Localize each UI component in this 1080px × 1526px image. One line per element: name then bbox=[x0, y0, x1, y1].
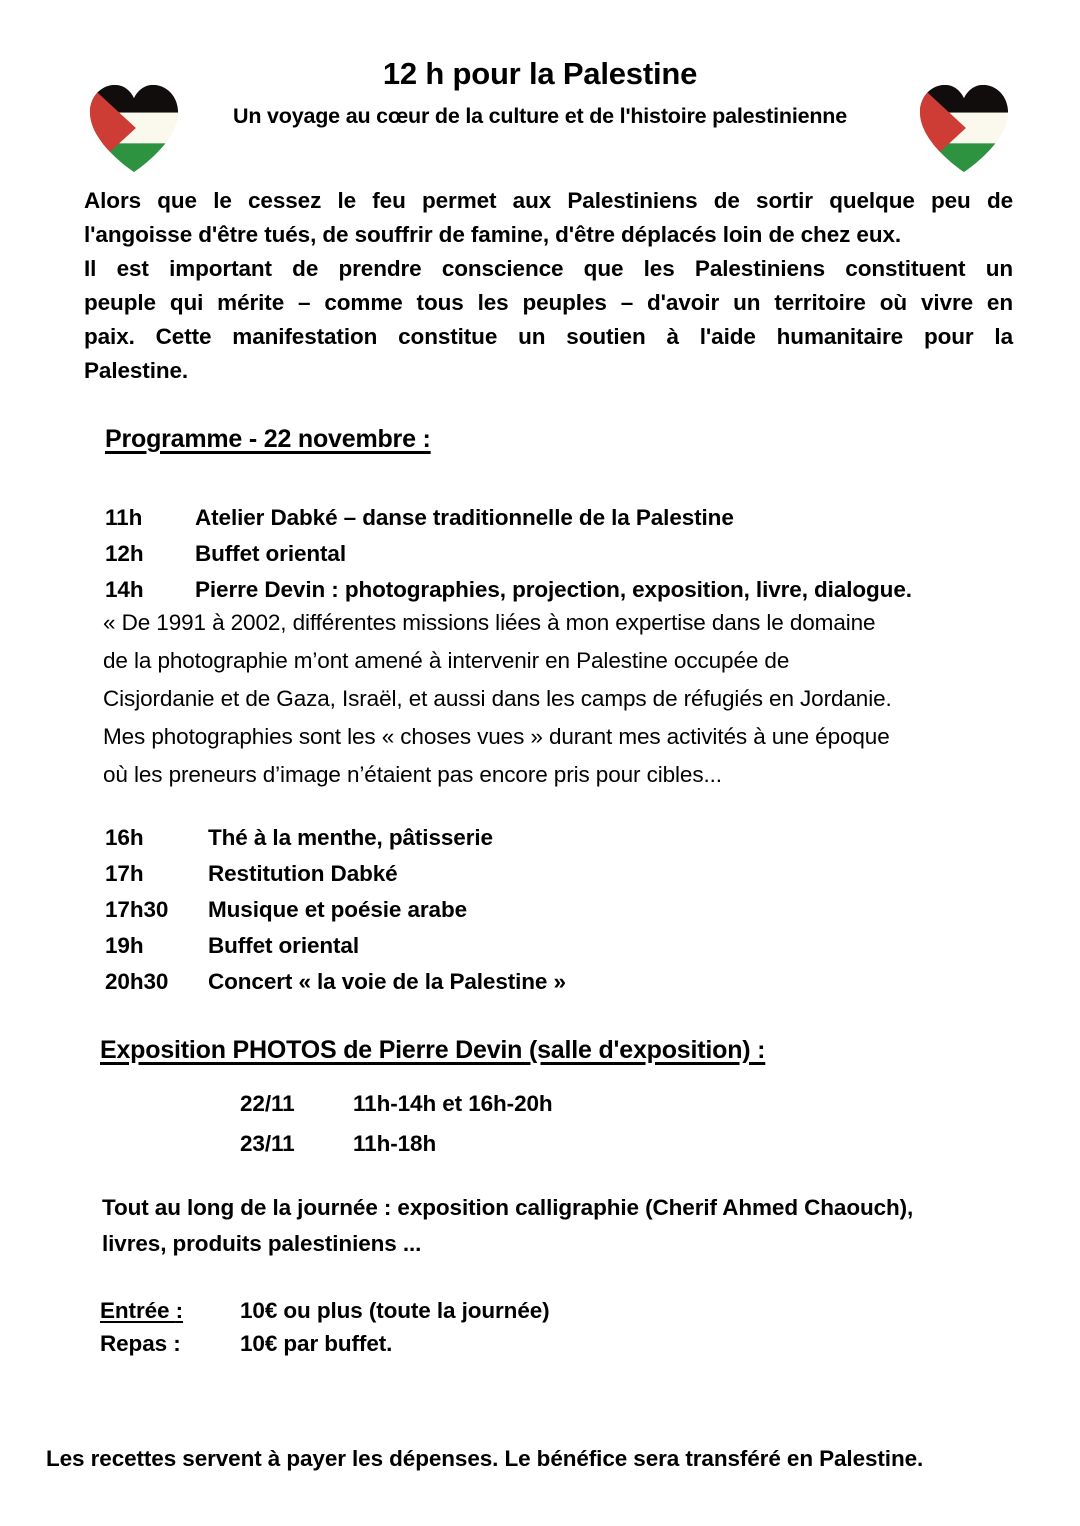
all-day-line: Tout au long de la journée : exposition calligraphie (Cherif Ahmed Chaouch), bbox=[102, 1195, 914, 1220]
quote-line: Mes photographies sont les « choses vues » durant mes activités à une époque bbox=[103, 724, 890, 749]
schedule-row bbox=[105, 572, 912, 608]
schedule-row bbox=[105, 820, 566, 856]
schedule-time: 11h bbox=[105, 505, 143, 530]
price-label-colon: : bbox=[175, 1298, 183, 1323]
quote-line: Cisjordanie et de Gaza, Israël, et aussi dans les camps de réfugiés en Jordanie. bbox=[103, 686, 892, 711]
intro-line: peuple qui mérite – comme tous les peuples – d'avoir un territoire où vivre en bbox=[84, 290, 1013, 315]
quote-line: où les preneurs d’image n’étaient pas encore pris pour cibles... bbox=[103, 762, 722, 787]
intro-line: Il est important de prendre conscience que les Palestiniens constituent un bbox=[84, 256, 1013, 281]
document-header bbox=[0, 40, 1080, 150]
schedule-label: Pierre Devin : photographies, projection, exposition, livre, dialogue. bbox=[195, 577, 912, 602]
schedule-row bbox=[105, 856, 566, 892]
price-label-text: Entrée bbox=[100, 1298, 176, 1323]
quote-line: « De 1991 à 2002, différentes missions liées à mon expertise dans le domaine bbox=[103, 610, 876, 635]
exposition-date-row bbox=[240, 1124, 553, 1164]
schedule-time: 17h30 bbox=[105, 897, 169, 922]
palestine-flag-heart-icon bbox=[86, 82, 182, 174]
schedule-label: Restitution Dabké bbox=[208, 861, 398, 886]
schedule-list-evening bbox=[105, 820, 566, 1000]
page-subtitle: Un voyage au cœur de la culture et de l'histoire palestinienne bbox=[233, 104, 847, 129]
price-label-colon: : bbox=[173, 1331, 181, 1356]
palestine-flag-heart-icon bbox=[916, 82, 1012, 174]
schedule-time: 16h bbox=[105, 825, 144, 850]
title-block bbox=[190, 57, 890, 130]
schedule-time: 12h bbox=[105, 541, 144, 566]
schedule-row bbox=[105, 500, 912, 536]
exposition-date: 22/11 bbox=[240, 1091, 295, 1116]
schedule-list-morning bbox=[105, 500, 912, 608]
pierre-devin-quote bbox=[103, 604, 1048, 794]
schedule-label: Musique et poésie arabe bbox=[208, 897, 468, 922]
schedule-time: 20h30 bbox=[105, 969, 169, 994]
schedule-time: 14h bbox=[105, 577, 144, 602]
price-row-entree bbox=[100, 1294, 550, 1327]
schedule-row bbox=[105, 536, 912, 572]
programme-heading-text: Programme - 22 novembre : bbox=[105, 425, 431, 453]
schedule-label: Concert « la voie de la Palestine » bbox=[208, 969, 566, 994]
exposition-hours: 11h-14h et 16h-20h bbox=[353, 1091, 553, 1116]
quote-line: de la photographie m’ont amené à intervenir en Palestine occupée de bbox=[103, 648, 790, 673]
programme-heading bbox=[105, 425, 431, 454]
exposition-heading-text: Exposition PHOTOS de Pierre Devin (salle d'exposition) : bbox=[100, 1036, 766, 1064]
exposition-date: 23/11 bbox=[240, 1131, 295, 1156]
price-label-text: Repas bbox=[100, 1331, 174, 1356]
schedule-row bbox=[105, 964, 566, 1000]
exposition-date-row bbox=[240, 1084, 553, 1124]
footer-note: Les recettes servent à payer les dépenses. Le bénéfice sera transféré en Palestine. bbox=[46, 1446, 924, 1471]
prices-list bbox=[100, 1294, 550, 1360]
schedule-label: Buffet oriental bbox=[208, 933, 360, 958]
intro-line: l'angoisse d'être tués, de souffrir de famine, d'être déplacés loin de chez eux. bbox=[84, 222, 902, 247]
schedule-label: Atelier Dabké – danse traditionnelle de la Palestine bbox=[195, 505, 734, 530]
intro-line: Alors que le cessez le feu permet aux Palestiniens de sortir quelque peu de bbox=[84, 188, 1013, 213]
price-label bbox=[100, 1327, 240, 1360]
all-day-activities-note bbox=[102, 1190, 1032, 1262]
intro-line: Palestine. bbox=[84, 358, 189, 383]
exposition-dates-list bbox=[240, 1084, 553, 1164]
intro-paragraph bbox=[84, 184, 1013, 388]
all-day-line: livres, produits palestiniens ... bbox=[102, 1231, 422, 1256]
schedule-row bbox=[105, 892, 566, 928]
schedule-label: Thé à la menthe, pâtisserie bbox=[208, 825, 493, 850]
price-value: 10€ ou plus (toute la journée) bbox=[240, 1298, 550, 1323]
schedule-time: 17h bbox=[105, 861, 144, 886]
price-value: 10€ par buffet. bbox=[240, 1331, 393, 1356]
page-title: 12 h pour la Palestine bbox=[382, 56, 698, 91]
schedule-time: 19h bbox=[105, 933, 144, 958]
schedule-row bbox=[105, 928, 566, 964]
schedule-label: Buffet oriental bbox=[195, 541, 347, 566]
exposition-heading bbox=[100, 1036, 765, 1065]
price-row-repas bbox=[100, 1327, 550, 1360]
price-label bbox=[100, 1294, 240, 1327]
exposition-hours: 11h-18h bbox=[353, 1131, 437, 1156]
intro-line: paix. Cette manifestation constitue un soutien à l'aide humanitaire pour la bbox=[84, 324, 1013, 349]
